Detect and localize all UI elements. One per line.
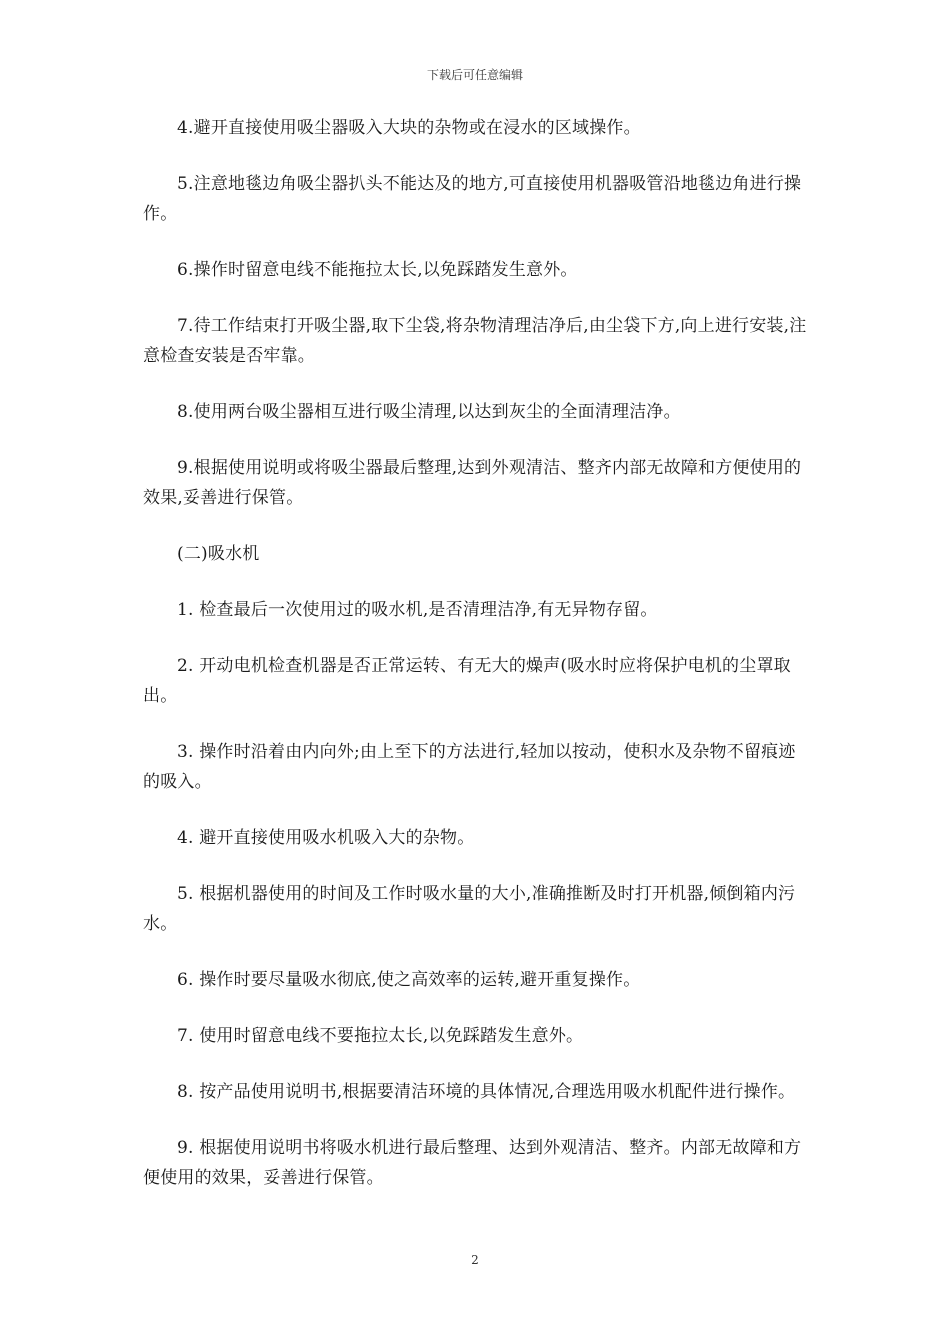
paragraph: 7.待工作结束打开吸尘器,取下尘袋,将杂物清理洁净后,由尘袋下方,向上进行安装,注意检查安装是否牢靠。 bbox=[143, 316, 807, 366]
paragraph: 3. 操作时沿着由内向外;由上至下的方法进行,轻加以按动，使积水及杂物不留痕迹的吸入。 bbox=[143, 742, 796, 792]
paragraph: 5. 根据机器使用的时间及工作时吸水量的大小,准确推断及时打开机器,倾倒箱内污水。 bbox=[143, 884, 796, 934]
paragraph: 8.使用两台吸尘器相互进行吸尘清理,以达到灰尘的全面清理洁净。 bbox=[177, 402, 681, 422]
paragraph: 6. 操作时要尽量吸水彻底,使之高效率的运转,避开重复操作。 bbox=[177, 970, 641, 990]
paragraph: 4.避开直接使用吸尘器吸入大块的杂物或在浸水的区域操作。 bbox=[177, 118, 641, 138]
section-heading: (二)吸水机 bbox=[177, 544, 260, 564]
paragraph: 4. 避开直接使用吸水机吸入大的杂物。 bbox=[177, 828, 475, 848]
document-body bbox=[143, 113, 807, 1193]
paragraph: 7. 使用时留意电线不要拖拉太长,以免踩踏发生意外。 bbox=[177, 1026, 584, 1046]
paragraph: 8. 按产品使用说明书,根据要清洁环境的具体情况,合理选用吸水机配件进行操作。 bbox=[177, 1082, 796, 1102]
page-number: 2 bbox=[471, 1253, 479, 1267]
paragraph: 9. 根据使用说明书将吸水机进行最后整理、达到外观清洁、整齐。内部无故障和方便使用的效果，妥善进行保管。 bbox=[143, 1138, 802, 1188]
paragraph: 1. 检查最后一次使用过的吸水机,是否清理洁净,有无异物存留。 bbox=[177, 600, 658, 620]
paragraph: 5.注意地毯边角吸尘器扒头不能达及的地方,可直接使用机器吸管沿地毯边角进行操作。 bbox=[143, 174, 802, 224]
paragraph: 9.根据使用说明或将吸尘器最后整理,达到外观清洁、整齐内部无故障和方便使用的效果,妥善进行保管。 bbox=[143, 458, 802, 508]
header-note: 下载后可任意编辑 bbox=[426, 68, 523, 82]
paragraph: 6.操作时留意电线不能拖拉太长,以免踩踏发生意外。 bbox=[177, 260, 578, 280]
paragraph: 2. 开动电机检查机器是否正常运转、有无大的燥声(吸水时应将保护电机的尘罩取出。 bbox=[143, 656, 791, 706]
